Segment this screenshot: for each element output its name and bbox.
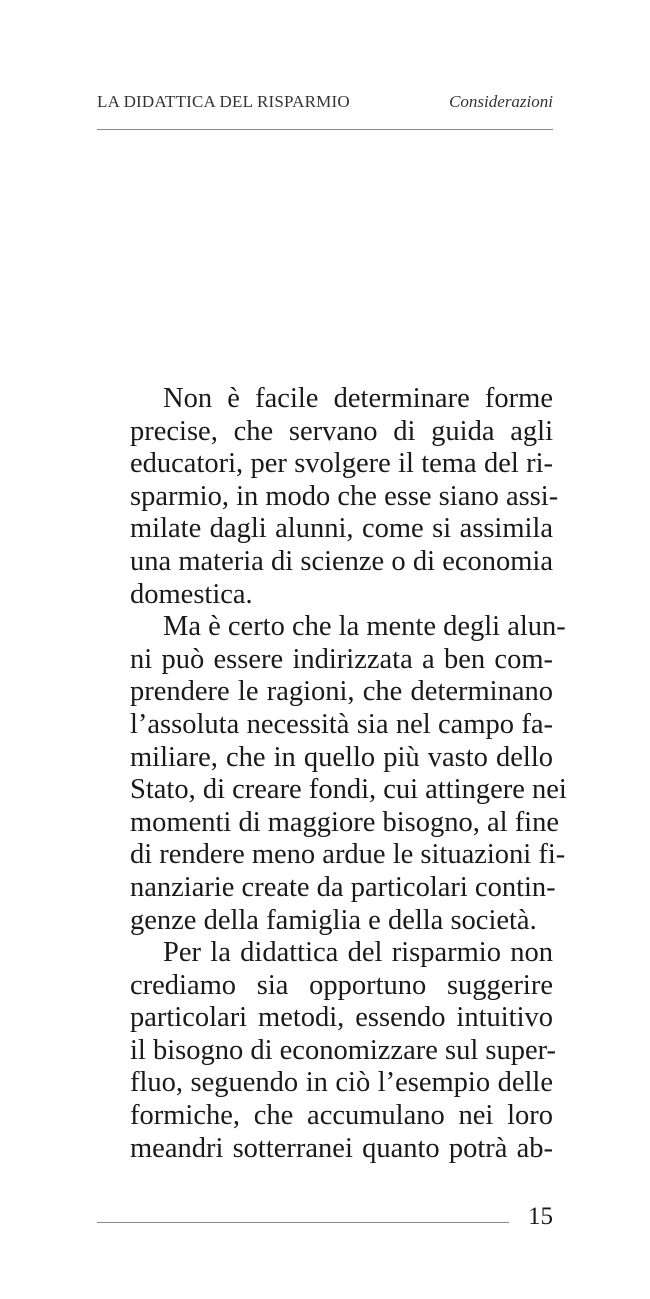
text-line: genze della famiglia e della società. — [130, 904, 537, 936]
header-rule — [97, 129, 553, 130]
page-number: 15 — [528, 1203, 553, 1230]
text-line: ni può essere indirizzata a ben com- — [130, 643, 553, 675]
paragraph-3 — [97, 937, 557, 1165]
text-line: Non è facile determinare forme — [163, 383, 553, 414]
text-line: particolari metodi, essendo intuitivo — [130, 1002, 553, 1034]
text-line: nanziarie create da particolari contin- — [130, 871, 556, 903]
text-line: sparmio, in modo che esse siano assi- — [130, 480, 559, 512]
text-line: il bisogno di economizzare sul super- — [130, 1034, 557, 1066]
text-line: di rendere meno ardue le situazioni fi- — [130, 839, 566, 871]
text-line: prendere le ragioni, che determinano — [130, 676, 553, 708]
paragraph-1 — [97, 383, 559, 611]
text-line: Ma è certo che la mente degli alun- — [163, 611, 566, 643]
text-line: momenti di maggiore bisogno, al fine — [130, 806, 560, 838]
text-line: precise, che servano di guida agli — [130, 415, 553, 447]
text-line: crediamo sia opportuno suggerire — [130, 969, 553, 1001]
text-line: miliare, che in quello più vasto dello — [130, 741, 553, 773]
section-title: Considerazioni — [449, 92, 553, 111]
text-line: l’assoluta necessità sia nel campo fa- — [130, 708, 553, 740]
paragraph-2 — [97, 611, 567, 937]
body-text — [97, 383, 567, 1165]
text-line: milate dagli alunni, come si assimila — [130, 513, 553, 545]
text-line: domestica. — [130, 578, 253, 610]
text-line: una materia di scienze o di economia — [130, 545, 553, 577]
text-line: meandri sotterranei quanto potrà ab- — [130, 1132, 553, 1164]
text-line: educatori, per svolgere il tema del ri- — [130, 448, 553, 480]
running-head — [97, 92, 553, 116]
text-line: formiche, che accumulano nei loro — [130, 1100, 553, 1132]
book-title: LA DIDATTICA DEL RISPARMIO — [97, 92, 350, 111]
footer-rule — [97, 1222, 509, 1223]
text-line: fluo, seguendo in ciò l’esempio delle — [130, 1067, 553, 1099]
text-line: Stato, di creare fondi, cui attingere nei — [130, 774, 567, 806]
text-line: Per la didattica del risparmio non — [163, 937, 553, 969]
